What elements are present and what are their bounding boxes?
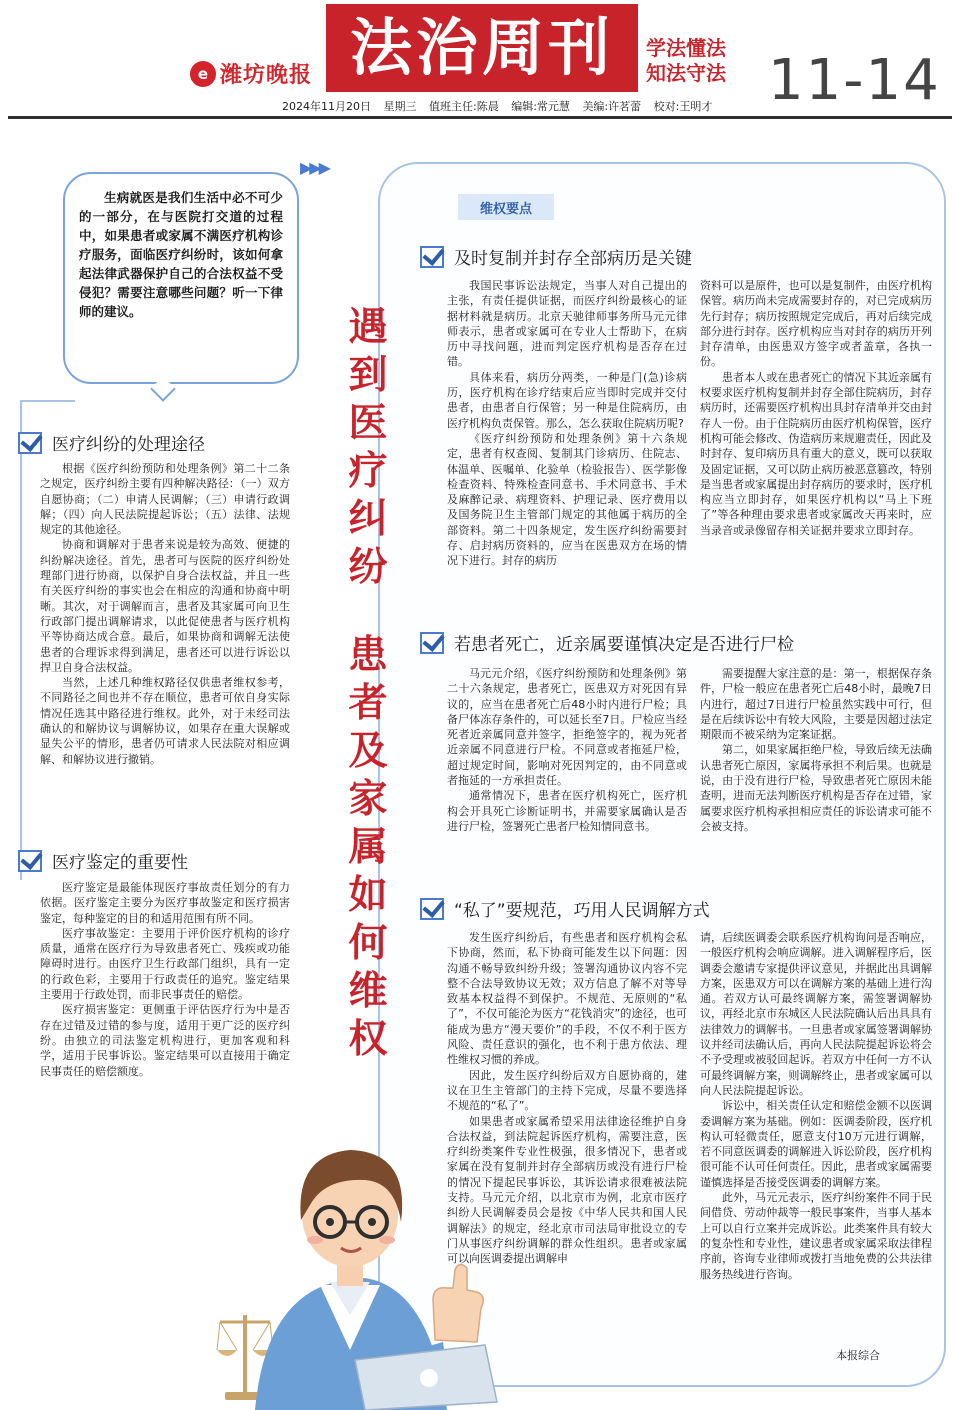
logo-text: 潍坊晚报 (220, 62, 313, 88)
checkbox-icon (420, 632, 444, 654)
section-heading: 医疗纠纷的处理途径 (18, 430, 205, 455)
masthead (0, 0, 955, 120)
divider (20, 400, 22, 880)
section-heading: 若患者死亡，近亲属要谨慎决定是否进行尸检 (420, 630, 794, 655)
checkbox-icon (18, 850, 42, 872)
byline: 本报综合 (836, 1349, 880, 1362)
page-number: 11-14 (768, 48, 941, 113)
checkbox-icon (18, 432, 42, 454)
checkbox-icon (420, 246, 444, 268)
article-column: 资料可以是原件，也可以是复制件，由医疗机构保管。病历尚未完成需要封存的，对已完成病历先行封存；病历按照规定完成后，再对后续完成部分进行封存。医疗机构应当对封存的病历开列封存清单，由医患双方签字或者盖章，各执一份。 患者本人或在患者死亡的情况下其近亲属有权要求医疗机构复制并封存全部住院病历，封存病历时，还需要医疗机构出具封存清单并交由封存人一份。由于住院病历由医疗机构保管，医疗机构可能会修改、伪造病历来规避责任，因此及时封存、复印病历具有重大的意义，既可以获取及固定证据，又可以防止病历被恶意篡改，特别是当患者或家属提出封存病历的要求时，医疗机构应当立即封存，如果医疗机构以“马上下班了”等各种理由要求患者或家属改天再来时，应当录音或录像留存相关证据并要求立即封存。 (700, 279, 932, 537)
dateline: 2024年11月20日 星期三 值班主任:陈晨 编辑:常元慧 美编:许茗蕾 校对:王明才 (282, 100, 713, 113)
article-column: 请，后续医调委会联系医疗机构询问是否响应，一般医疗机构会响应调解。进入调解程序后，医调委会邀请专家提供评议意见，并据此出具调解方案，医患双方可以在调解方案的基础上进行沟通。若双方认可最终调解方案，需签署调解协议，再经北京市东城区人民法院确认后出具具有法律效力的调解书。一旦患者或家属签署调解协议并经司法确认后，再向人民法院提起诉讼将会不予受理或被驳回起诉。若双方中任何一方不认可最终调解方案，则调解终止，患者或家属可以向人民法院提起诉讼。 诉讼中，相关责任认定和赔偿金额不以医调委调解方案为基础。例如：医调委阶段，医疗机构认可轻微责任，愿意支付10万元进行调解，若不同意医调委的调解进入诉讼阶段，医疗机构很可能不认可任何责任。因此，患者或家属需要谨慎选择是否接受医调委的调解方案。 此外，马元元表示，医疗纠纷案件不同于民间借贷、劳动仲裁等一般民事案件，当事人基本上可以自行立案并完成诉讼。此类案件具有较大的复杂性和专业性，建议患者或家属采取法律程序前，咨询专业律师或拨打当地免费的公共法律服务热线进行咨询。 (700, 931, 932, 1281)
newspaper-logo (190, 58, 312, 89)
section-heading: 医疗鉴定的重要性 (18, 848, 188, 873)
slogan: 学法懂法 知法守法 (646, 36, 726, 85)
article-column: 根据《医疗纠纷预防和处理条例》第二十二条之规定，医疗纠纷主要有四种解决路径：（一）双方自愿协商；（二）申请人民调解；（三）申请行政调解；（四）向人民法院提起诉讼；（五）法律、法规规定的其他途径。 协商和调解对于患者来说是较为高效、便捷的纠纷解决途径。首先，患者可与医院的医疗纠纷处理部门进行协商，以保护自身合法权益，并且一些有关医疗纠纷的事实也会在相应的沟通和协商中明晰。其次，对于调解而言，患者及其家属可向卫生行政部门提出调解请求，以此促使患者与医疗机构平等协商达成合意。最后，如果协商和调解无法使患者的合理诉求得到满足，患者还可以进行诉讼以捍卫自身合法权益。 当然，上述几种维权路径仅供患者维权参考，不同路径之间也并不存在顺位，患者可依自身实际情况任选其中路径进行维权。此外，对于未经司法确认的和解协议与调解协议，如果存在重大误解或显失公平的情形，患者仍可请求人民法院对相应调解、和解协议进行撤销。 (40, 462, 290, 766)
article-column: 我国民事诉讼法规定，当事人对自己提出的主张，有责任提供证据，而医疗纠纷最核心的证据材料就是病历。北京天驰律师事务所马元元律师表示，患者或家属可在专业人士帮助下，在病历中寻找问题，进而判定医疗机构是否存在过错。 具体来看，病历分两类，一种是门(急)诊病历，医疗机构在诊疗结束后应当即时完成并交付患者，由患者自行保管；另一种是住院病历，由医疗机构负责保管。那么，怎么获取住院病历呢? 《医疗纠纷预防和处理条例》第十六条规定，患者有权查阅、复制其门诊病历、住院志、体温单、医嘱单、化验单（检验报告）、医学影像检查资料、特殊检查同意书、手术同意书、手术及麻醉记录、病理资料、护理记录、医疗费用以及国务院卫生主管部门规定的其他属于病历的全部资料。第二十四条规定，发生医疗纠纷需要封存、启封病历资料的，应当在医患双方在场的情况下进行。封存的病历 (447, 279, 687, 568)
section-heading: 及时复制并封存全部病历是关键 (420, 244, 692, 269)
section-tag: 维权要点 (458, 194, 554, 220)
article-column: 医疗鉴定是最能体现医疗事故责任划分的有力依据。医疗鉴定主要分为医疗事故鉴定和医疗损害鉴定，每种鉴定的目的和适用范围有所不同。 医疗事故鉴定：主要用于评价医疗机构的诊疗质量，通常在医疗行为导致患者死亡、残疾或功能障碍时进行。由医疗卫生行政部门组织，具有一定的行政色彩，主要用于行政责任的追究。鉴定结果主要用于行政处罚，而非民事责任的赔偿。 医疗损害鉴定：更侧重于评估医疗行为中是否存在过错及过错的参与度，适用于更广泛的医疗纠纷。由独立的司法鉴定机构进行，更加客观和科学，适用于民事诉讼。鉴定结果可以直接用于确定民事责任的赔偿额度。 (40, 881, 290, 1078)
divider (20, 400, 75, 402)
headline-gap (340, 592, 396, 632)
article-column: 发生医疗纠纷后，有些患者和医疗机构会私下协商，然而，私下协商可能发生以下问题：因沟通不畅导致纠纷升级；签署沟通协议内容不完整不合法导致协议无效；双方信息了解不对等导致基本权益得不到保护。不规范、无原则的“私了”，不仅可能沦为医方“花钱消灾”的途径，也可能成为患方“漫天要价”的手段，不仅不利于医方风险、责任意识的强化，也不利于患方依法、理性维权习惯的养成。 因此，发生医疗纠纷后双方自愿协商的，建议在卫生主管部门的主持下完成，尽量不要选择不规范的“私了”。 如果患者或家属希望采用法律途径维护自身合法权益，到法院起诉医疗机构，需要注意，医疗纠纷类案件专业性极强，很多情况下，患者或家属在没有复制并封存全部病历或没有进行尸检的情况下提起民事诉讼，其诉讼请求很难被法院支持。马元元介绍，以北京市为例，北京市医疗纠纷人民调解委员会是按《中华人民共和国人民调解法》的规定，经北京市司法局审批设立的专门从事医疗纠纷调解的群众性组织。患者或家属可以向医调委提出调解申 (447, 931, 687, 1266)
logo-icon: e (190, 61, 216, 87)
lawyer-illustration (215, 1110, 505, 1410)
article-column: 需要提醒大家注意的是：第一，根据保存条件，尸检一般应在患者死亡后48小时，最晚7日内进行，超过7日进行尸检虽然实践中可行，但是在后续诉讼中有较大风险，主要是因超过法定期限而不被采纳为定案证据。 第二，如果家属拒绝尸检，导致后续无法确认患者死亡原因，家属将承担不利后果。也就是说，由于没有进行尸检，导致患者死亡原因未能查明，进而无法判断医疗机构是否存在过错，家属要求医疗机构承担相应责任的诉讼请求可能不会被支持。 (700, 667, 932, 833)
masthead-rule (8, 116, 952, 119)
headline: 遇 到 医 疗 纠 纷 患 者 及 家 属 如 何 维 权 (340, 304, 396, 1064)
section-title: 法治周刊 (326, 4, 638, 92)
triple-arrow-icon: ▶▶▶ (300, 158, 328, 177)
article-column: 马元元介绍，《医疗纠纷预防和处理条例》第二十六条规定，患者死亡，医患双方对死因有异议的，应当在患者死亡后48小时内进行尸检；具备尸体冻存条件的，可以延长至7日。尸检应当经死者近亲属同意并签字，拒绝签字的，视为死者近亲属不同意进行尸检。不同意或者拖延尸检，超过规定时间，影响对死因判定的，由不同意或者拖延的一方承担责任。 通常情况下，患者在医疗机构死亡，医疗机构会开具死亡诊断证明书，并需要家属确认是否进行尸检，签署死亡患者尸检知情同意书。 (447, 667, 687, 833)
section-heading: “私了”要规范，巧用人民调解方式 (420, 896, 710, 921)
checkbox-icon (420, 898, 444, 920)
intro-text: 生病就医是我们生活中必不可少的一部分，在与医院打交道的过程中，如果患者或家属不满医疗机构诊疗服务，面临医疗纠纷时，该如何拿起法律武器保护自己的合法权益不受侵犯？需要注意哪些问题？听一下律师的建议。 (79, 190, 283, 319)
